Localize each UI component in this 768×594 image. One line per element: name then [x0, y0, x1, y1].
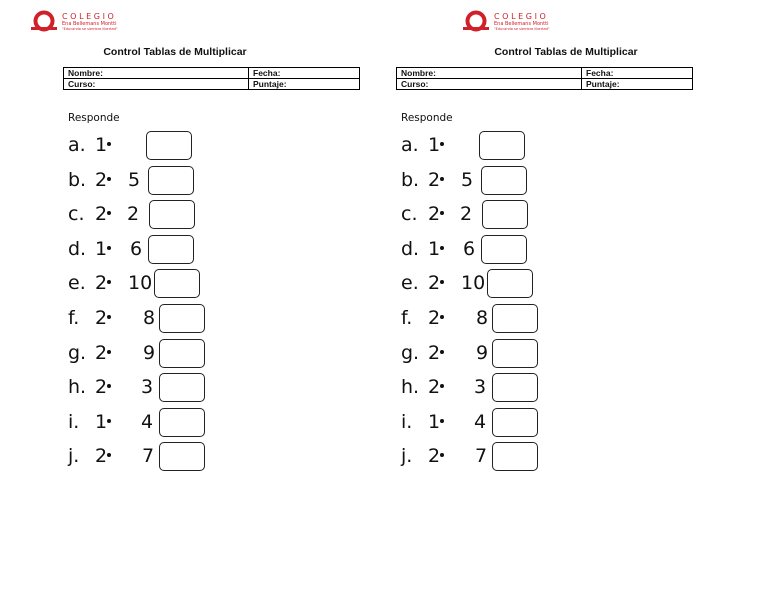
exercise-item [68, 130, 248, 165]
worksheet-left [30, 0, 360, 520]
exercise-label: e. [401, 272, 419, 295]
first-factor: 2 [428, 445, 441, 468]
exercise-label: b. [401, 168, 420, 191]
second-factor: 2 [127, 203, 140, 226]
logo-name: COLEGIO [494, 12, 549, 21]
exercise-label: j. [401, 445, 413, 468]
exercise-label: e. [68, 272, 86, 295]
exercise-label: f. [68, 306, 80, 329]
answer-box[interactable] [492, 373, 538, 402]
multiply-dot-icon [440, 177, 444, 181]
puntaje-field[interactable]: Puntaje: [582, 79, 693, 90]
first-factor: 2 [95, 306, 108, 329]
first-factor: 2 [95, 272, 108, 295]
logo-name: COLEGIO [62, 12, 117, 21]
school-logo-icon [30, 10, 58, 34]
answer-box[interactable] [159, 373, 205, 402]
second-factor: 4 [474, 410, 487, 433]
multiply-dot-icon [440, 419, 444, 423]
worksheet-right [398, 0, 728, 520]
exercise-item [401, 199, 581, 234]
first-factor: 2 [428, 376, 441, 399]
exercise-item [68, 372, 248, 407]
multiply-dot-icon [440, 142, 444, 146]
answer-box[interactable] [159, 408, 205, 437]
answer-box[interactable] [154, 269, 200, 298]
second-factor: 6 [463, 237, 476, 260]
second-factor: 10 [128, 272, 153, 295]
curso-field[interactable]: Curso: [397, 79, 582, 90]
exercise-item [68, 268, 248, 303]
answer-box[interactable] [492, 304, 538, 333]
second-factor: 9 [476, 341, 489, 364]
answer-box[interactable] [492, 442, 538, 471]
first-factor: 2 [95, 445, 108, 468]
exercise-label: j. [68, 445, 80, 468]
exercise-item [401, 338, 581, 373]
first-factor: 1 [428, 410, 441, 433]
page-title: Control Tablas de Multiplicar [103, 46, 247, 58]
answer-box[interactable] [148, 235, 194, 264]
multiply-dot-icon [107, 384, 111, 388]
curso-field[interactable]: Curso: [64, 79, 249, 90]
second-factor: 3 [141, 376, 154, 399]
answer-box[interactable] [482, 200, 528, 229]
multiply-dot-icon [107, 246, 111, 250]
answer-box[interactable] [159, 339, 205, 368]
logo-subtitle: Ena Bellemans Montti [494, 21, 549, 27]
exercise-item [401, 372, 581, 407]
answer-box[interactable] [487, 269, 533, 298]
exercise-item [401, 130, 581, 165]
exercise-list [68, 130, 248, 476]
exercise-list [401, 130, 581, 476]
second-factor: 6 [130, 237, 143, 260]
exercise-item [68, 338, 248, 373]
exercise-item [68, 303, 248, 338]
first-factor: 2 [428, 203, 441, 226]
first-factor: 1 [95, 134, 108, 156]
instructions: Responde [401, 112, 453, 124]
exercise-item [401, 407, 581, 442]
multiply-dot-icon [440, 315, 444, 319]
exercise-label: c. [401, 203, 418, 226]
answer-box[interactable] [492, 339, 538, 368]
logo-motto: "Educando se siembra libertad" [62, 27, 118, 31]
answer-box[interactable] [146, 131, 192, 160]
multiply-dot-icon [440, 246, 444, 250]
exercise-label: g. [401, 341, 420, 364]
exercise-label: h. [401, 376, 420, 399]
student-info-table [396, 67, 693, 90]
exercise-label: i. [401, 410, 413, 433]
second-factor: 10 [461, 272, 486, 295]
page-title: Control Tablas de Multiplicar [494, 46, 638, 58]
multiply-dot-icon [107, 419, 111, 423]
student-info-table [63, 67, 360, 90]
multiply-dot-icon [107, 350, 111, 354]
first-factor: 2 [428, 306, 441, 329]
school-logo [30, 10, 118, 34]
second-factor: 8 [476, 306, 489, 329]
exercise-item [68, 165, 248, 200]
exercise-label: a. [401, 134, 419, 156]
first-factor: 2 [95, 376, 108, 399]
exercise-item [68, 407, 248, 442]
first-factor: 2 [95, 203, 108, 226]
multiply-dot-icon [440, 350, 444, 354]
exercise-label: d. [68, 237, 87, 260]
exercise-label: g. [68, 341, 87, 364]
answer-box[interactable] [148, 166, 194, 195]
exercise-item [68, 234, 248, 269]
second-factor: 7 [475, 445, 488, 468]
multiply-dot-icon [107, 142, 111, 146]
answer-box[interactable] [481, 166, 527, 195]
multiply-dot-icon [440, 384, 444, 388]
exercise-item [401, 165, 581, 200]
instructions: Responde [68, 112, 120, 124]
nombre-field[interactable]: Nombre: [64, 68, 249, 79]
exercise-item [68, 441, 248, 476]
first-factor: 2 [95, 168, 108, 191]
first-factor: 1 [428, 237, 441, 260]
school-logo-icon [462, 10, 490, 34]
multiply-dot-icon [440, 453, 444, 457]
multiply-dot-icon [107, 280, 111, 284]
exercise-item [401, 441, 581, 476]
answer-box[interactable] [159, 304, 205, 333]
exercise-label: h. [68, 376, 87, 399]
second-factor: 9 [143, 341, 156, 364]
exercise-label: i. [68, 410, 80, 433]
answer-box[interactable] [159, 442, 205, 471]
exercise-label: c. [68, 203, 85, 226]
puntaje-field[interactable]: Puntaje: [249, 79, 360, 90]
first-factor: 2 [428, 272, 441, 295]
fecha-field[interactable]: Fecha: [582, 68, 693, 79]
exercise-item [401, 303, 581, 338]
first-factor: 2 [95, 341, 108, 364]
second-factor: 8 [143, 306, 156, 329]
school-logo [462, 10, 550, 34]
first-factor: 1 [95, 237, 108, 260]
first-factor: 2 [428, 341, 441, 364]
second-factor: 3 [474, 376, 487, 399]
multiply-dot-icon [440, 280, 444, 284]
exercise-label: f. [401, 306, 413, 329]
answer-box[interactable] [492, 408, 538, 437]
logo-motto: "Educando se siembra libertad" [494, 27, 550, 31]
fecha-field[interactable]: Fecha: [249, 68, 360, 79]
exercise-label: d. [401, 237, 420, 260]
second-factor: 7 [142, 445, 155, 468]
second-factor: 5 [461, 168, 474, 191]
exercise-label: a. [68, 134, 86, 156]
multiply-dot-icon [107, 177, 111, 181]
exercise-item [401, 268, 581, 303]
answer-box[interactable] [149, 200, 195, 229]
nombre-field[interactable]: Nombre: [397, 68, 582, 79]
first-factor: 2 [428, 168, 441, 191]
multiply-dot-icon [107, 315, 111, 319]
second-factor: 5 [128, 168, 141, 191]
multiply-dot-icon [107, 453, 111, 457]
logo-subtitle: Ena Bellemans Montti [62, 21, 117, 27]
exercise-label: b. [68, 168, 87, 191]
second-factor: 2 [460, 203, 473, 226]
exercise-item [68, 199, 248, 234]
first-factor: 1 [428, 134, 441, 156]
first-factor: 1 [95, 410, 108, 433]
second-factor: 4 [141, 410, 154, 433]
answer-box[interactable] [479, 131, 525, 160]
answer-box[interactable] [481, 235, 527, 264]
multiply-dot-icon [440, 211, 444, 215]
exercise-item [401, 234, 581, 269]
multiply-dot-icon [107, 211, 111, 215]
